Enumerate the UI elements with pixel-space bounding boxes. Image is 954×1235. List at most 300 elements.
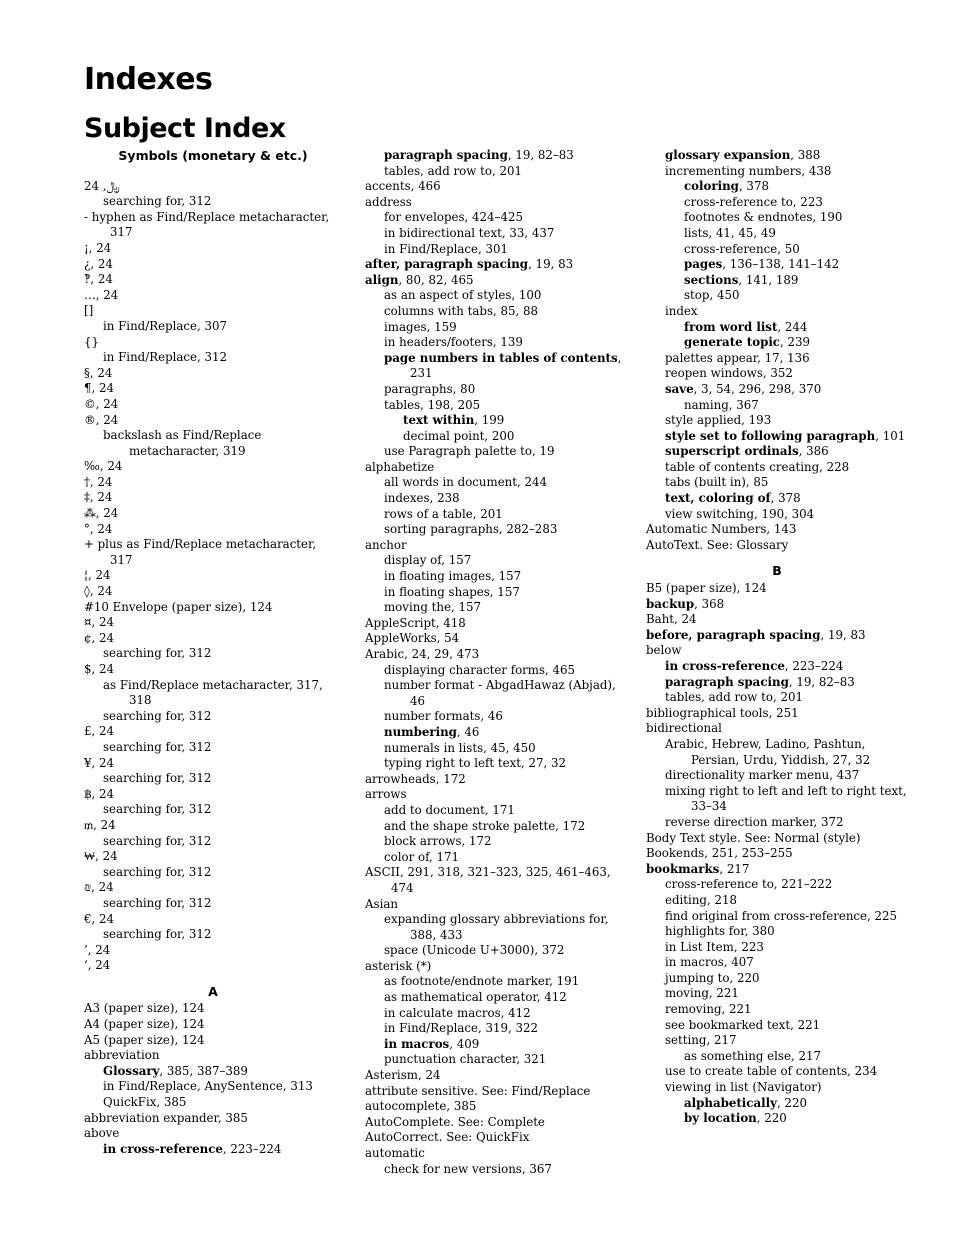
index-locator: indexes, 238 (384, 491, 460, 506)
index-subentry (646, 955, 908, 971)
index-locator: …, 24 (84, 287, 119, 302)
index-entry (646, 597, 908, 613)
index-locator: , 244 (777, 319, 808, 334)
index-locator: †, 24 (84, 474, 113, 489)
index-locator: ₩, 24 (84, 849, 118, 864)
index-subentry (365, 585, 627, 601)
index-locator: as Find/Replace metacharacter, 317, 318 (103, 677, 323, 708)
index-locator: automatic (365, 1146, 425, 1160)
index-locator: in bidirectional text, 33, 437 (384, 225, 555, 240)
index-subentry (646, 460, 908, 476)
index-entry (84, 179, 342, 195)
index-entry (84, 490, 342, 506)
index-locator: , 220 (756, 1111, 787, 1126)
index-subentry (646, 164, 908, 180)
index-locator: in macros, 407 (665, 955, 754, 970)
index-locator: $, 24 (84, 662, 115, 676)
index-entry (365, 772, 627, 788)
index-locator: lists, 41, 45, 49 (684, 225, 776, 240)
index-subentry (646, 288, 908, 304)
index-subentry (84, 1142, 342, 1158)
index-subentry (646, 226, 908, 242)
index-subentry (365, 803, 627, 819)
index-subentry (365, 226, 627, 242)
index-subentry (365, 850, 627, 866)
index-entry (84, 1017, 342, 1033)
index-locator: , 223–224 (784, 659, 844, 673)
index-locator: , 141, 189 (738, 272, 799, 287)
index-locator: above (84, 1126, 120, 1141)
index-locator: images, 159 (384, 319, 457, 334)
index-entry (84, 413, 342, 429)
index-locator: searching for, 312 (103, 927, 212, 942)
index-locator: AutoComplete. See: Complete (365, 1114, 545, 1129)
index-entry (84, 849, 342, 865)
index-locator: tables, add row to, 201 (665, 690, 803, 705)
index-locator: ¢, 24 (84, 630, 115, 645)
index-subentry (646, 413, 908, 429)
index-locator: mixing right to left and left to right text, 33–34 (665, 783, 907, 814)
index-locator: , 378 (738, 179, 769, 194)
index-subentry (646, 877, 908, 893)
index-subentry (646, 909, 908, 925)
index-locator: in floating shapes, 157 (384, 584, 520, 599)
index-locator: in floating images, 157 (384, 569, 522, 584)
index-locator: table of contents creating, 228 (665, 459, 850, 474)
index-term-bold: save (665, 381, 694, 396)
index-locator: £, 24 (84, 724, 115, 739)
index-subentry (365, 663, 627, 679)
index-locator: in Find/Replace, 319, 322 (384, 1021, 539, 1036)
index-locator: backslash as Find/Replace metacharacter, 319 (103, 428, 262, 458)
index-subentry (365, 475, 627, 491)
index-entry (365, 631, 627, 647)
index-subentry (365, 600, 627, 616)
index-locator: , 19, 82–83 (788, 674, 855, 689)
index-locator: use to create table of contents, 234 (665, 1064, 878, 1079)
index-subentry (646, 304, 908, 320)
index-locator: ₥, 24 (84, 817, 116, 832)
index-locator: below (646, 643, 682, 658)
section-title: Subject Index (84, 113, 286, 144)
index-locator: Arabic, Hebrew, Ladino, Pashtun, Persian, Urdu, Yiddish, 27, 32 (665, 736, 871, 767)
index-locator: attribute sensitive. See: Find/Replace (365, 1083, 591, 1098)
index-entry (365, 647, 627, 663)
index-locator: bibliographical tools, 251 (646, 705, 799, 720)
index-locator: ‡, 24 (84, 490, 113, 505)
index-entry (365, 257, 627, 273)
index-subentry (646, 179, 908, 195)
index-locator: AppleWorks, 54 (365, 631, 460, 646)
index-term-bold: numbering (384, 724, 457, 739)
index-entry (84, 522, 342, 538)
index-entry (646, 721, 908, 737)
index-locator: , 19, 82–83 (507, 148, 574, 162)
index-locator: in List Item, 223 (665, 939, 764, 954)
index-subentry (646, 257, 908, 273)
index-locator: Arabic, 24, 29, 473 (365, 647, 480, 661)
index-locator: decimal point, 200 (403, 428, 515, 443)
section-letter-heading: Symbols (monetary & etc.) (118, 148, 308, 163)
index-locator: €, 24 (84, 911, 115, 926)
index-entry (84, 475, 342, 491)
index-locator: {} (84, 334, 100, 349)
index-subentry (646, 690, 908, 706)
index-subentry (84, 1064, 342, 1080)
index-entry (84, 257, 342, 273)
index-locator: directionality marker menu, 437 (665, 768, 860, 783)
index-locator: in Find/Replace, 307 (103, 318, 228, 333)
index-locator: as footnote/endnote marker, 191 (384, 974, 580, 989)
index-subentry (365, 709, 627, 725)
index-entry (365, 616, 627, 632)
index-entry (84, 818, 342, 834)
index-locator: tabs (built in), 85 (665, 475, 769, 490)
index-subentry (646, 195, 908, 211)
index-locator: [] (84, 303, 94, 318)
index-locator: A4 (paper size), 124 (84, 1017, 205, 1032)
index-locator: , 385, 387–389 (159, 1063, 248, 1078)
index-locator: removing, 221 (665, 1002, 752, 1017)
index-term-bold: in cross-reference (665, 659, 785, 673)
index-subentry (365, 335, 627, 351)
index-locator: footnotes & endnotes, 190 (684, 210, 843, 225)
index-entry (646, 846, 908, 862)
index-entry (84, 241, 342, 257)
index-term-bold: sections (684, 272, 739, 287)
index-subentry (84, 646, 342, 662)
index-locator: , 3, 54, 296, 298, 370 (693, 381, 822, 396)
index-locator: searching for, 312 (103, 646, 212, 661)
index-locator: ‰, 24 (84, 459, 123, 474)
index-locator: cross-reference to, 223 (684, 194, 823, 209)
index-subentry (646, 940, 908, 956)
index-subentry (84, 709, 342, 725)
index-locator: moving, 221 (665, 986, 739, 1001)
index-subentry (646, 242, 908, 258)
index-term-bold: page numbers in tables of contents (384, 350, 618, 365)
index-locator: incrementing numbers, 438 (665, 163, 832, 178)
index-locator: numerals in lists, 45, 450 (384, 740, 536, 755)
index-subentry (365, 148, 627, 164)
index-locator: searching for, 312 (103, 802, 212, 817)
index-term-bold: superscript ordinals (665, 444, 799, 459)
index-subentry (365, 1037, 627, 1053)
index-locator: naming, 367 (684, 397, 759, 412)
index-entry (84, 506, 342, 522)
index-entry (365, 538, 627, 554)
index-term-bold: text, coloring of (665, 491, 771, 506)
index-entry (646, 538, 908, 554)
index-locator: searching for, 312 (103, 708, 212, 723)
index-subentry (646, 273, 908, 289)
index-locator: view switching, 190, 304 (665, 506, 815, 521)
index-entry (84, 210, 342, 241)
index-locator: , 101 (875, 428, 906, 443)
index-subentry (365, 304, 627, 320)
index-subentry (365, 819, 627, 835)
index-term-bold: text within (403, 413, 475, 428)
index-locator: as something else, 217 (684, 1048, 821, 1063)
index-entry (646, 581, 908, 597)
index-term-bold: glossary expansion (665, 148, 791, 162)
index-subentry (646, 1018, 908, 1034)
index-locator: ฿, 24 (84, 786, 115, 801)
index-subentry (646, 1033, 908, 1049)
index-subentry (646, 893, 908, 909)
index-term-bold: Glossary (103, 1063, 160, 1078)
index-subentry (84, 194, 342, 210)
index-subentry (84, 834, 342, 850)
index-entry (646, 706, 908, 722)
index-locator: Asterism, 24 (365, 1068, 441, 1083)
index-subentry (646, 971, 908, 987)
index-locator: accents, 466 (365, 179, 441, 194)
index-term-bold: bookmarks (646, 861, 720, 876)
index-entry (84, 787, 342, 803)
index-locator: °, 24 (84, 521, 113, 536)
index-locator: ﷼, 24 (84, 178, 120, 193)
index-subentry (365, 413, 627, 429)
index-locator: , 80, 82, 465 (398, 272, 474, 287)
index-entry (365, 1146, 627, 1162)
index-subentry (365, 491, 627, 507)
index-entry (646, 612, 908, 628)
index-subentry (84, 802, 342, 818)
index-locator: , 409 (449, 1036, 480, 1051)
index-subentry (84, 927, 342, 943)
index-locator: for envelopes, 424–425 (384, 210, 523, 225)
index-locator: arrowheads, 172 (365, 771, 466, 786)
index-subentry (365, 429, 627, 445)
index-locator: bidirectional (646, 721, 722, 736)
index-entry (365, 959, 627, 975)
index-entry (84, 568, 342, 584)
index-locator: Asian (365, 896, 398, 911)
index-subentry (365, 288, 627, 304)
index-term-bold: backup (646, 596, 695, 611)
index-entry (365, 179, 627, 195)
index-subentry (365, 990, 627, 1006)
index-subentry (365, 741, 627, 757)
index-subentry (646, 1049, 908, 1065)
index-locator: punctuation character, 321 (384, 1052, 547, 1067)
index-locator: jumping to, 220 (665, 970, 760, 985)
index-entry (84, 288, 342, 304)
index-subentry (365, 553, 627, 569)
index-subentry (365, 1006, 627, 1022)
index-term-bold: generate topic (684, 335, 780, 350)
index-subentry (646, 768, 908, 784)
index-term-bold: after, paragraph spacing (365, 257, 529, 272)
index-locator: QuickFix, 385 (103, 1095, 187, 1110)
index-subentry (365, 943, 627, 959)
index-locator: Automatic Numbers, 143 (646, 522, 797, 537)
index-locator: , 386 (798, 444, 829, 459)
index-locator: display of, 157 (384, 553, 472, 568)
index-subentry (646, 320, 908, 336)
index-locator: typing right to left text, 27, 32 (384, 756, 567, 771)
index-locator: asterisk (*) (365, 958, 432, 973)
index-subentry (646, 815, 908, 831)
index-locator: , 46 (456, 724, 480, 739)
index-locator: highlights for, 380 (665, 924, 775, 939)
index-locator: searching for, 312 (103, 833, 212, 848)
index-locator: , 19, 83 (820, 627, 866, 642)
index-subentry (365, 320, 627, 336)
index-locator: ◊, 24 (84, 584, 113, 599)
index-locator: index (665, 303, 698, 318)
index-term-bold: pages (684, 257, 723, 272)
index-locator: in headers/footers, 139 (384, 335, 523, 350)
index-subentry (646, 351, 908, 367)
index-locator: , 199 (474, 413, 505, 428)
index-locator: , 239 (780, 335, 811, 350)
index-locator: searching for, 312 (103, 864, 212, 879)
index-locator: + plus as Find/Replace metacharacter, 317 (84, 537, 317, 567)
index-subentry (365, 507, 627, 523)
index-locator: stop, 450 (684, 288, 740, 303)
index-subentry (365, 1162, 627, 1178)
index-locator: A5 (paper size), 124 (84, 1032, 205, 1047)
index-entry (84, 724, 342, 740)
index-entry (365, 1099, 627, 1115)
index-locator: ’, 24 (84, 942, 111, 957)
index-subentry (365, 1021, 627, 1037)
index-locator: moving the, 157 (384, 600, 481, 615)
index-entry (84, 1001, 342, 1017)
index-locator: expanding glossary abbreviations for, 388, 433 (384, 912, 609, 942)
index-locator: ¶, 24 (84, 381, 115, 396)
index-locator: Body Text style. See: Normal (style) (646, 830, 861, 845)
index-subentry (365, 522, 627, 538)
index-term-bold: by location (684, 1111, 757, 1126)
index-locator: , 19, 83 (528, 257, 574, 272)
index-locator: - hyphen as Find/Replace metacharacter, 317 (84, 209, 330, 240)
index-locator: ASCII, 291, 318, 321–323, 325, 461–463, 474 (365, 865, 611, 895)
index-locator: reverse direction marker, 372 (665, 814, 844, 829)
index-locator: ¦, 24 (84, 568, 111, 583)
index-entry (84, 459, 342, 475)
index-entry (84, 537, 342, 568)
index-locator: ‘, 24 (84, 958, 111, 973)
index-locator: #10 Envelope (paper size), 124 (84, 599, 273, 614)
index-entry (365, 460, 627, 476)
section-letter-heading: B (772, 563, 782, 579)
index-subentry (646, 1096, 908, 1112)
index-locator: ®, 24 (84, 412, 119, 427)
index-locator: Baht, 24 (646, 612, 697, 627)
index-locator: tables, 198, 205 (384, 397, 481, 412)
index-entry (84, 912, 342, 928)
index-locator: ¡, 24 (84, 240, 112, 255)
index-locator: address (365, 194, 412, 209)
index-term-bold: paragraph spacing (384, 148, 508, 162)
index-locator: as mathematical operator, 412 (384, 990, 567, 1005)
index-subentry (646, 659, 908, 675)
index-locator: , 136–138, 141–142 (722, 257, 840, 272)
index-locator: cross-reference, 50 (684, 241, 800, 256)
index-entry (365, 1115, 627, 1131)
index-subentry (84, 896, 342, 912)
index-term-bold: in macros (384, 1036, 450, 1051)
index-entry (84, 662, 342, 678)
index-subentry (84, 1095, 342, 1111)
index-term-bold: paragraph spacing (665, 674, 789, 689)
index-subentry (84, 678, 342, 709)
index-entry (84, 756, 342, 772)
index-entry (646, 628, 908, 644)
index-locator: , 217 (719, 861, 750, 876)
index-entry (365, 1130, 627, 1146)
index-subentry (646, 429, 908, 445)
index-subentry (646, 1080, 908, 1096)
index-locator: palettes appear, 17, 136 (665, 350, 810, 365)
index-locator: tables, add row to, 201 (384, 163, 522, 178)
index-entry (365, 1084, 627, 1100)
index-locator: columns with tabs, 85, 88 (384, 303, 539, 318)
index-entry (365, 1068, 627, 1084)
index-entry (84, 958, 342, 974)
index-entry (646, 643, 908, 659)
index-subentry (646, 675, 908, 691)
index-locator: see bookmarked text, 221 (665, 1017, 821, 1032)
index-locator: in Find/Replace, 301 (384, 241, 509, 256)
index-locator: autocomplete, 385 (365, 1099, 477, 1114)
index-entry (84, 397, 342, 413)
index-locator: use Paragraph palette to, 19 (384, 444, 555, 459)
index-subentry (365, 351, 627, 382)
index-subentry (365, 242, 627, 258)
index-subentry (646, 784, 908, 815)
index-subentry (365, 678, 627, 709)
index-locator: ⁂, 24 (84, 506, 119, 521)
index-term-bold: before, paragraph spacing (646, 627, 821, 642)
index-entry (365, 273, 627, 289)
index-subentry (646, 475, 908, 491)
index-subentry (84, 350, 342, 366)
index-locator: block arrows, 172 (384, 834, 492, 849)
index-locator: all words in document, 244 (384, 475, 548, 490)
index-locator: anchor (365, 537, 407, 552)
index-subentry (646, 491, 908, 507)
index-locator: , 220 (776, 1095, 807, 1110)
index-locator: in Find/Replace, 312 (103, 350, 228, 365)
index-entry (84, 943, 342, 959)
index-subentry (646, 398, 908, 414)
index-locator: sorting paragraphs, 282–283 (384, 522, 558, 537)
index-entry (84, 615, 342, 631)
index-locator: style applied, 193 (665, 413, 772, 428)
index-entry (646, 862, 908, 878)
index-entry (84, 335, 342, 351)
index-subentry (365, 382, 627, 398)
index-locator: in Find/Replace, AnySentence, 313 (103, 1079, 313, 1094)
index-locator: , 378 (770, 491, 801, 506)
page-title: Indexes (84, 62, 213, 97)
index-subentry (646, 986, 908, 1002)
index-subentry (84, 428, 342, 459)
index-subentry (646, 737, 908, 768)
index-subentry (365, 569, 627, 585)
index-locator: AutoText. See: Glossary (646, 537, 789, 552)
index-locator: ¥, 24 (84, 755, 115, 770)
index-subentry (365, 164, 627, 180)
index-subentry (84, 319, 342, 335)
index-entry (84, 1048, 342, 1064)
index-locator: A3 (paper size), 124 (84, 1001, 205, 1016)
index-locator: searching for, 312 (103, 194, 212, 209)
